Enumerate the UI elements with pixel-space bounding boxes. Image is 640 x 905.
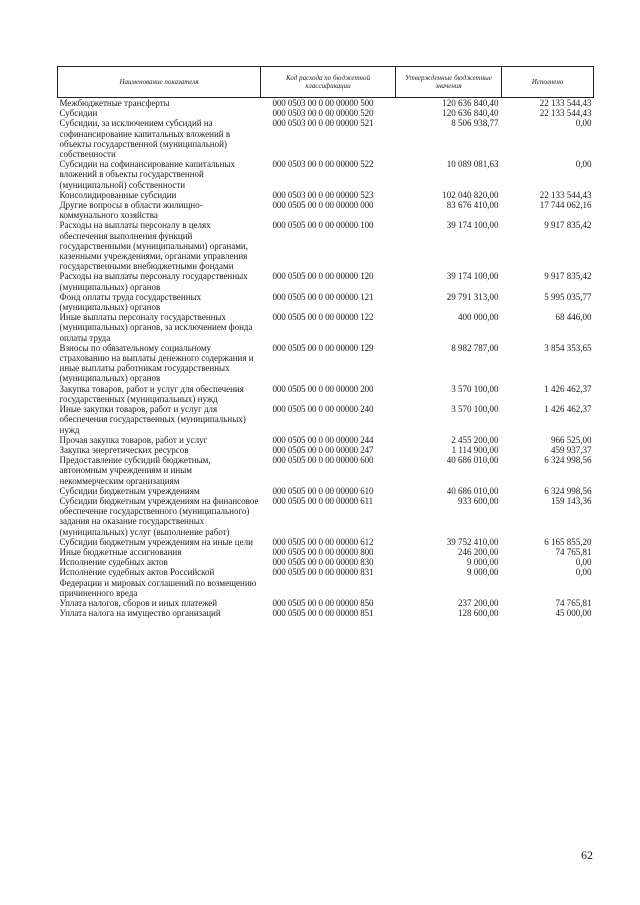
cell-name: Субсидии [59,108,98,119]
table-row [58,486,594,496]
cell-fact: 159 143,36 [551,495,592,506]
cell-code: 000 0505 00 0 00 00000 611 [272,495,374,506]
cell-name: Расходы на выплаты персоналу в целях обеспечения выполнения функций государственными (муниципальными) органами, казенными учреждениями, органами управления государственными внебюджетными фондами [59,220,248,272]
cell-code: 000 0505 00 0 00 00000 600 [272,455,374,466]
cell-code: 000 0505 00 0 00 00000 610 [272,485,374,496]
table-row [58,384,594,404]
cell-code: 000 0505 00 0 00 00000 121 [272,291,374,302]
cell-plan: 39 174 100,00 [446,220,499,231]
cell-fact: 17 744 062,16 [539,200,592,211]
cell-fact: 74 765,81 [555,597,592,608]
cell-code: 000 0505 00 0 00 00000 247 [272,444,374,455]
cell-code: 000 0505 00 0 00 00000 244 [272,434,374,445]
cell-fact: 1 426 462,37 [544,404,592,415]
cell-name: Субсидии бюджетным учреждениям на финансовое обеспечение государственного (муниципального) задания на оказание государственных (муниципальных) услуг (выполнение работ) [59,495,259,537]
cell-code: 000 0505 00 0 00 00000 000 [272,200,374,211]
cell-fact: 5 995 035,77 [544,291,592,302]
cell-name: Консолидированные субсидии [59,189,177,200]
header-code: Код расхода по бюджетной классификации [261,67,396,98]
table-row [58,200,594,220]
cell-name: Иные выплаты персоналу государственных (муниципальных) органов, за исключением фонда оплаты труда [59,312,253,343]
cell-code: 000 0505 00 0 00 00000 850 [272,597,374,608]
cell-code: 000 0503 00 0 00 00000 522 [272,159,374,170]
cell-code: 000 0505 00 0 00 00000 120 [272,271,374,282]
cell-code: 000 0503 00 0 00 00000 523 [272,189,374,200]
cell-name: Прочая закупка товаров, работ и услуг [59,434,208,445]
cell-name: Иные закупки товаров, работ и услуг для обеспечения государственных (муниципальных) нужд [59,404,246,435]
table-row [58,598,594,608]
cell-fact: 45 000,00 [555,608,592,619]
cell-name: Субсидии бюджетным учреждениям [59,485,200,496]
cell-fact: 22 133 544,43 [539,189,592,200]
cell-plan: 120 636 840,40 [442,98,499,108]
table-row [58,292,594,312]
cell-fact: 22 133 544,43 [539,108,592,119]
table-row [58,312,594,343]
cell-name: Субсидии бюджетным учреждениям на иные цели [59,536,253,547]
table-header [58,67,594,98]
header-row [58,67,594,98]
page-number: 62 [581,848,593,862]
table-row [58,118,594,159]
cell-name: Уплата налога на имущество организаций [59,608,221,619]
table-row [58,404,594,435]
cell-name: Взносы по обязательному социальному страхованию на выплаты денежного содержания и иные выплаты работникам государственных (муниципальных) органов [59,342,254,384]
cell-name: Субсидии на софинансирование капитальных вложений в объекты государственной (муниципальной) собственности [59,159,235,190]
cell-plan: 40 686 010,00 [446,455,499,466]
cell-plan: 39 752 410,00 [446,536,499,547]
table-row [58,159,594,190]
table-row [58,567,594,598]
table-row [58,435,594,445]
cell-plan: 237 200,00 [458,597,499,608]
cell-code: 000 0505 00 0 00 00000 200 [272,383,374,394]
cell-code: 000 0505 00 0 00 00000 831 [272,567,374,578]
cell-code: 000 0505 00 0 00 00000 830 [272,557,374,568]
cell-plan: 10 089 081,63 [446,159,499,170]
table-row [58,557,594,567]
table-row [58,455,594,486]
cell-plan: 128 600,00 [458,608,499,619]
cell-code: 000 0505 00 0 00 00000 851 [272,608,374,619]
cell-name: Фонд оплаты труда государственных (муниципальных) органов [59,291,202,313]
cell-name: Межбюджетные трансферты [59,98,170,108]
cell-name: Предоставление субсидий бюджетным, автономным учреждениям и иным некоммерческим организациям [59,455,211,486]
table-row [58,547,594,557]
cell-name: Закупка товаров, работ и услуг для обеспечения государственных (муниципальных) нужд [59,383,244,404]
cell-code: 000 0505 00 0 00 00000 129 [272,342,374,353]
cell-plan: 933 600,00 [458,495,499,506]
cell-name: Исполнение судебных актов Российской Федерации и мировых соглашений по возмещению причиненного вреда [59,567,257,598]
cell-plan: 83 676 410,00 [446,200,499,211]
cell-plan: 3 570 100,00 [451,404,499,415]
cell-fact: 9 917 835,42 [544,271,592,282]
cell-plan: 39 174 100,00 [446,271,499,282]
cell-fact: 1 426 462,37 [544,383,592,394]
cell-plan: 9 000,00 [467,567,499,578]
cell-fact: 0,00 [575,557,592,568]
cell-code: 000 0505 00 0 00 00000 122 [272,312,374,323]
cell-plan: 8 506 938,77 [451,118,499,129]
cell-plan: 9 000,00 [467,557,499,568]
cell-fact: 22 133 544,43 [539,98,592,108]
cell-plan: 102 040 820,00 [442,189,499,200]
header-fact: Исполнено [502,67,594,98]
cell-code: 000 0503 00 0 00 00000 521 [272,118,374,129]
table-row [58,190,594,200]
cell-plan: 1 114 900,00 [451,444,499,455]
cell-plan: 8 982 787,00 [451,342,499,353]
budget-table [57,66,594,618]
cell-code: 000 0505 00 0 00 00000 612 [272,536,374,547]
cell-name: Уплата налогов, сборов и иных платежей [59,597,218,608]
cell-fact: 74 765,81 [555,546,592,557]
cell-name: Иные бюджетные ассигнования [59,546,182,557]
cell-fact: 966 525,00 [551,434,592,445]
cell-fact: 3 854 353,65 [544,342,592,353]
cell-name: Другие вопросы в области жилищно-коммунального хозяйства [59,200,203,221]
table-row [58,271,594,291]
cell-fact: 6 324 998,56 [544,485,592,496]
table-body [58,98,594,619]
cell-code: 000 0505 00 0 00 00000 100 [272,220,374,231]
cell-name: Исполнение судебных актов [59,557,168,568]
header-plan: Утвержденные бюджетные значения [396,67,502,98]
cell-fact: 459 937,37 [551,444,592,455]
cell-code: 000 0505 00 0 00 00000 800 [272,546,374,557]
cell-fact: 68 446,00 [555,312,592,323]
table-row [58,445,594,455]
table-row [58,98,594,109]
cell-fact: 0,00 [575,567,592,578]
table-row [58,108,594,118]
cell-code: 000 0505 00 0 00 00000 240 [272,404,374,415]
cell-fact: 0,00 [575,118,592,129]
cell-plan: 120 636 840,40 [442,108,499,119]
table-row [58,496,594,537]
table-row [58,220,594,271]
cell-fact: 6 165 855,20 [544,536,592,547]
cell-name: Расходы на выплаты персоналу государственных (муниципальных) органов [59,271,248,292]
cell-fact: 0,00 [575,159,592,170]
cell-code: 000 0503 00 0 00 00000 520 [272,108,374,119]
table-row [58,343,594,384]
cell-fact: 6 324 998,56 [544,455,592,466]
header-name: Наименование показателя [58,67,261,98]
cell-name: Закупка энергетических ресурсов [59,444,189,455]
cell-code: 000 0503 00 0 00 00000 500 [272,98,374,108]
cell-plan: 40 686 010,00 [446,485,499,496]
table-row [58,608,594,618]
cell-plan: 29 791 313,00 [446,291,499,302]
cell-plan: 246 200,00 [458,546,499,557]
cell-name: Субсидии, за исключением субсидий на софинансирование капитальных вложений в объекты государственной (муниципальной) собственности [59,118,231,160]
cell-plan: 3 570 100,00 [451,383,499,394]
cell-plan: 400 000,00 [458,312,499,323]
cell-fact: 9 917 835,42 [544,220,592,231]
cell-plan: 2 455 200,00 [451,434,499,445]
table-row [58,537,594,547]
